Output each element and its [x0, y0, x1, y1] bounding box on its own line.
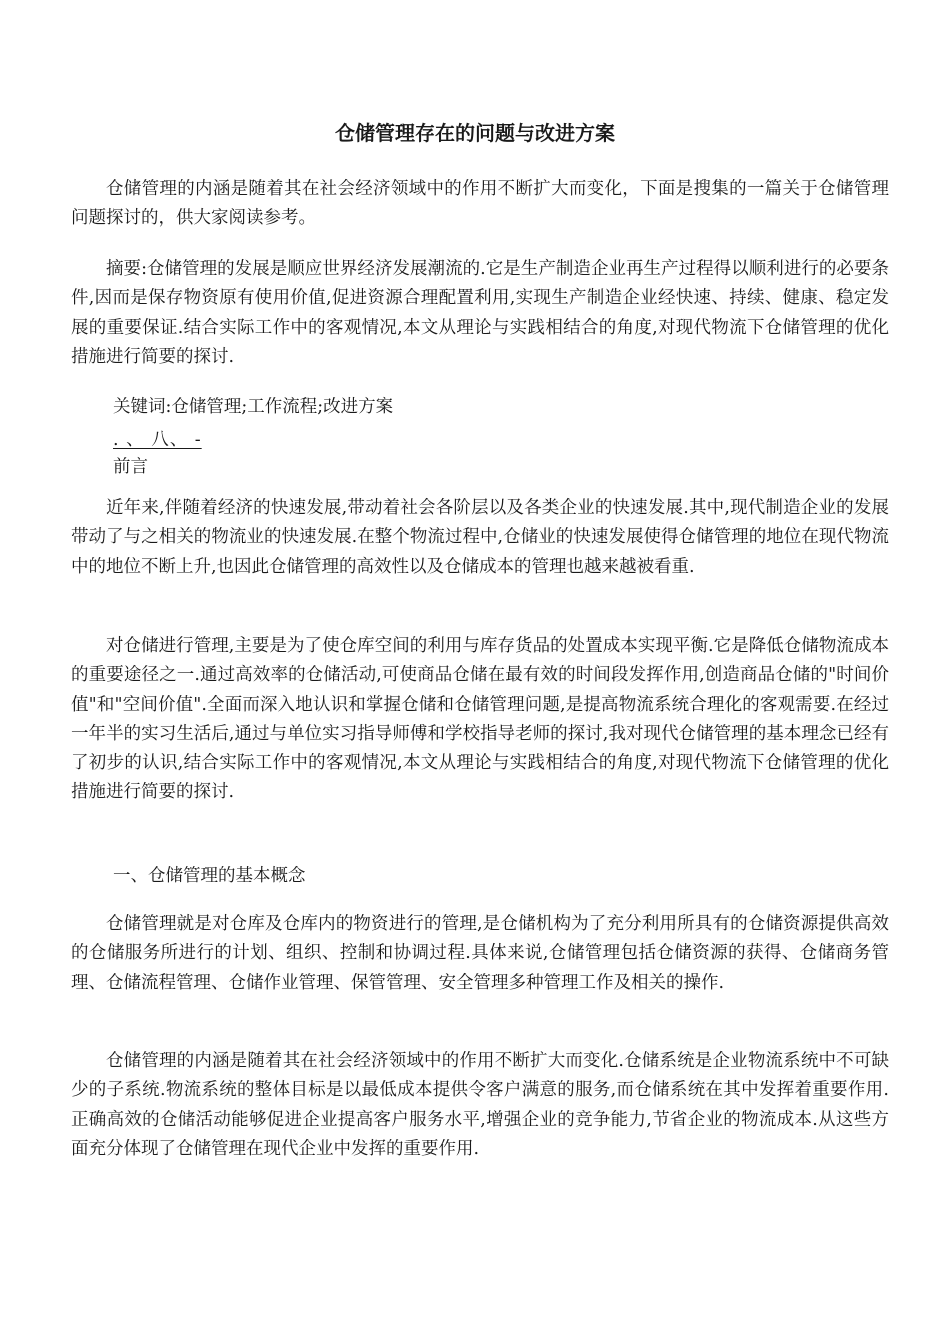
section-1-paragraph-2: 仓储管理的内涵是随着其在社会经济领域中的作用不断扩大而变化.仓储系统是企业物流系统中不可缺少的子系统.物流系统的整体目标是以最低成本提供令客户满意的服务,而仓储系统在其中发挥着重要作用.正确高效的仓储活动能够促进企业提高客户服务水平,增强企业的竞争能力,节省企业的物流成本.从这些方面充分体现了仓储管理在现代企业中发挥的重要作用.: [71, 1051, 889, 1159]
section-1-paragraph-1: 仓储管理就是对仓库及仓库内的物资进行的管理,是仓储机构为了充分利用所具有的仓储资源提供高效的仓储服务所进行的计划、组织、控制和协调过程.具体来说,仓储管理包括仓储资源的获得、仓储商务管理、仓储流程管理、仓储作业管理、保管管理、安全管理多种管理工作及相关的操作.: [71, 914, 889, 993]
stray-marks: . 、 八、 -: [113, 430, 202, 450]
abstract-paragraph: 摘要:仓储管理的发展是顺应世界经济发展潮流的.它是生产制造企业再生产过程得以顺利进行的必要条件,因而是保存物资原有使用价值,促进资源合理配置利用,实现生产制造企业经快速、持续、健康、稳定发展的重要保证.结合实际工作中的客观情况,本文从理论与实践相结合的角度,对现代物流下仓储管理的优化措施进行简要的探讨.: [71, 259, 889, 367]
section-1-heading: 一、仓储管理的基本概念: [113, 866, 306, 886]
preface-paragraph-1: 近年来,伴随着经济的快速发展,带动着社会各阶层以及各类企业的快速发展.其中,现代制造企业的发展带动了与之相关的物流业的快速发展.在整个物流过程中,仓储业的快速发展使得仓储管理的地位在现代物流中的地位不断上升,也因此仓储管理的高效性以及仓储成本的管理也越来越被看重.: [71, 498, 889, 577]
preface-heading: 前言: [113, 457, 148, 477]
preface-paragraph-2: 对仓储进行管理,主要是为了使仓库空间的利用与库存货品的处置成本实现平衡.它是降低仓储物流成本的重要途径之一.通过高效率的仓储活动,可使商品仓储在最有效的时间段发挥作用,创造商品仓储的"时间价值"和"空间价值".全面而深入地认识和掌握仓储和仓储管理问题,是提高物流系统合理化的客观需要.在经过一年半的实习生活后,通过与单位实习指导师傅和学校指导老师的探讨,我对现代仓储管理的基本理念已经有了初步的认识,结合实际工作中的客观情况,本文从理论与实践相结合的角度,对现代物流下仓储管理的优化措施进行简要的探讨.: [71, 636, 889, 803]
document-title: 仓储管理存在的问题与改进方案: [335, 121, 615, 145]
intro-paragraph: 仓储管理的内涵是随着其在社会经济领域中的作用不断扩大而变化，下面是搜集的一篇关于仓储管理问题探讨的，供大家阅读参考。: [71, 179, 889, 229]
keywords-line: 关键词:仓储管理;工作流程;改进方案: [113, 397, 394, 417]
